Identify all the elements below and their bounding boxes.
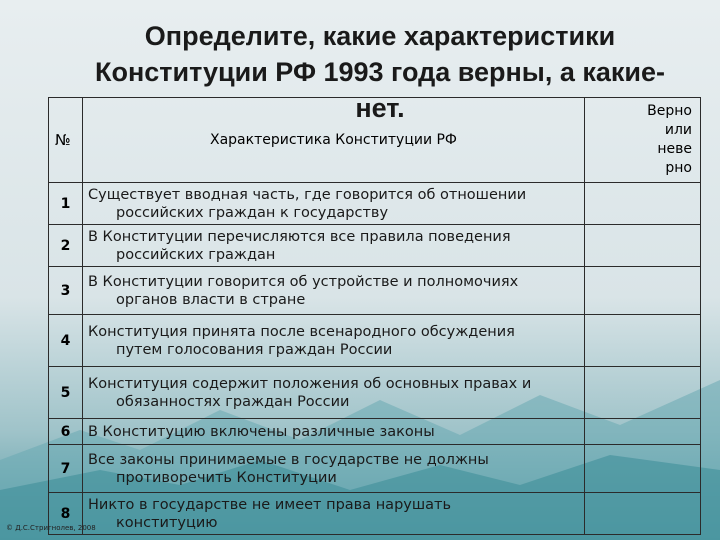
row-number: 1 (49, 183, 83, 225)
answer-cell[interactable] (585, 493, 701, 535)
answer-cell[interactable] (585, 183, 701, 225)
title-line: нет. (355, 93, 405, 123)
answer-cell[interactable] (585, 367, 701, 419)
header-verdict-line: рно (665, 160, 692, 176)
header-verdict-line: или (664, 122, 692, 138)
row-text-line: органов власти в стране (116, 291, 306, 308)
row-number: 4 (49, 315, 83, 367)
row-text-line: В Конституции перечисляются все правила поведения (88, 228, 511, 245)
row-text-line: конституцию (116, 514, 218, 531)
row-text-line: российских граждан к государству (116, 204, 389, 221)
row-text-line: российских граждан (116, 246, 276, 263)
table-row (49, 419, 701, 445)
row-text (83, 445, 585, 493)
header-verdict-line: Верно (647, 103, 692, 119)
row-number: 5 (49, 367, 83, 419)
answer-cell[interactable] (585, 267, 701, 315)
header-characteristic: Характеристика Конституции РФ (83, 98, 585, 183)
row-text-line: Все законы принимаемые в государстве не должны (88, 451, 489, 468)
row-text-line: В Конституции говорится об устройстве и полномочиях (88, 273, 519, 290)
row-text-line: обязанностях граждан России (116, 393, 350, 410)
row-number: 3 (49, 267, 83, 315)
row-text (83, 367, 585, 419)
table-row (49, 315, 701, 367)
copyright-footer: © Д.С.Стригнолев, 2008 (6, 524, 96, 532)
row-text-line: В Конституцию включены различные законы (88, 423, 435, 440)
table-row (49, 367, 701, 419)
row-text (83, 225, 585, 267)
table-row (49, 225, 701, 267)
row-text (83, 493, 585, 535)
header-number: № (49, 98, 83, 183)
row-text (83, 315, 585, 367)
answer-cell[interactable] (585, 445, 701, 493)
characteristics-table (48, 97, 701, 535)
row-text-line: Существует вводная часть, где говорится об отношении (88, 186, 527, 203)
row-text (83, 419, 585, 445)
row-number: 2 (49, 225, 83, 267)
row-number: 6 (49, 419, 83, 445)
row-text-line: Конституция содержит положения об основных правах и (88, 375, 532, 392)
answer-cell[interactable] (585, 419, 701, 445)
row-number: 7 (49, 445, 83, 493)
header-verdict (585, 98, 701, 183)
row-number: 8 (49, 493, 83, 535)
table-row (49, 493, 701, 535)
row-text (83, 183, 585, 225)
title-line: Конституции РФ 1993 года верны, а какие- (94, 57, 666, 87)
table-row (49, 183, 701, 225)
header-verdict-line: неве (657, 141, 692, 157)
table-header-row (49, 98, 701, 183)
answer-cell[interactable] (585, 315, 701, 367)
table-row (49, 445, 701, 493)
answer-cell[interactable] (585, 225, 701, 267)
row-text-line: Никто в государстве не имеет права нарушать (88, 496, 451, 513)
row-text-line: противоречить Конституции (116, 469, 337, 486)
title-line: Определите, какие характеристики (144, 21, 616, 51)
row-text (83, 267, 585, 315)
row-text-line: Конституция принята после всенародного обсуждения (88, 323, 515, 340)
row-text-line: путем голосования граждан России (116, 341, 393, 358)
table-row (49, 267, 701, 315)
